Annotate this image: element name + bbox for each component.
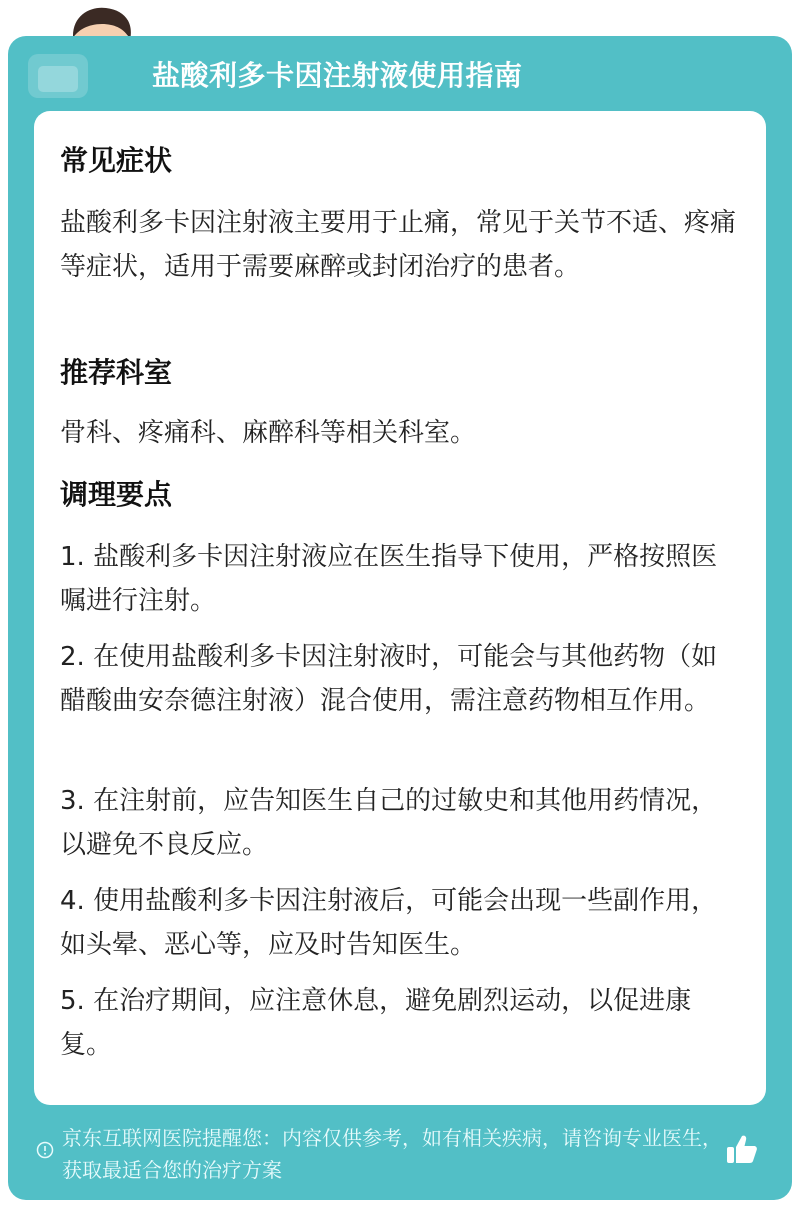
- section-text-departments: 骨科、疼痛科、麻醉科等相关科室。: [60, 418, 477, 448]
- section-title-symptoms: 常见症状: [60, 144, 173, 177]
- thumbs-up-icon[interactable]: [724, 1132, 760, 1168]
- care-item-1: 1. 盐酸利多卡因注射液应在医生指导下使用，严格按照医嘱进行注射。: [60, 542, 718, 616]
- chat-bubble-icon: [28, 54, 88, 98]
- content-card: [34, 111, 766, 1105]
- care-item-3: 3. 在注射前，应告知医生自己的过敏史和其他用药情况，以避免不良反应。: [60, 786, 718, 860]
- section-title-departments: 推荐科室: [60, 356, 173, 389]
- care-item-5: 5. 在治疗期间，应注意休息，避免剧烈运动，以促进康复。: [60, 986, 692, 1060]
- guide-frame: [8, 36, 792, 1200]
- page-title: 盐酸利多卡因注射液使用指南: [152, 59, 523, 92]
- care-item-2: 2. 在使用盐酸利多卡因注射液时，可能会与其他药物（如醋酸曲安奈德注射液）混合使用，需注意药物相互作用。: [60, 642, 718, 716]
- section-text-symptoms: 盐酸利多卡因注射液主要用于止痛，常见于关节不适、疼痛等症状，适用于需要麻醉或封闭治疗的患者。: [60, 208, 737, 282]
- care-item-4: 4. 使用盐酸利多卡因注射液后，可能会出现一些副作用，如头晕、恶心等，应及时告知医生。: [60, 886, 718, 960]
- info-icon: [36, 1141, 54, 1159]
- section-title-care: 调理要点: [60, 478, 173, 511]
- footer-text: 京东互联网医院提醒您：内容仅供参考，如有相关疾病，请咨询专业医生，获取最适合您的治疗方案: [62, 1126, 722, 1182]
